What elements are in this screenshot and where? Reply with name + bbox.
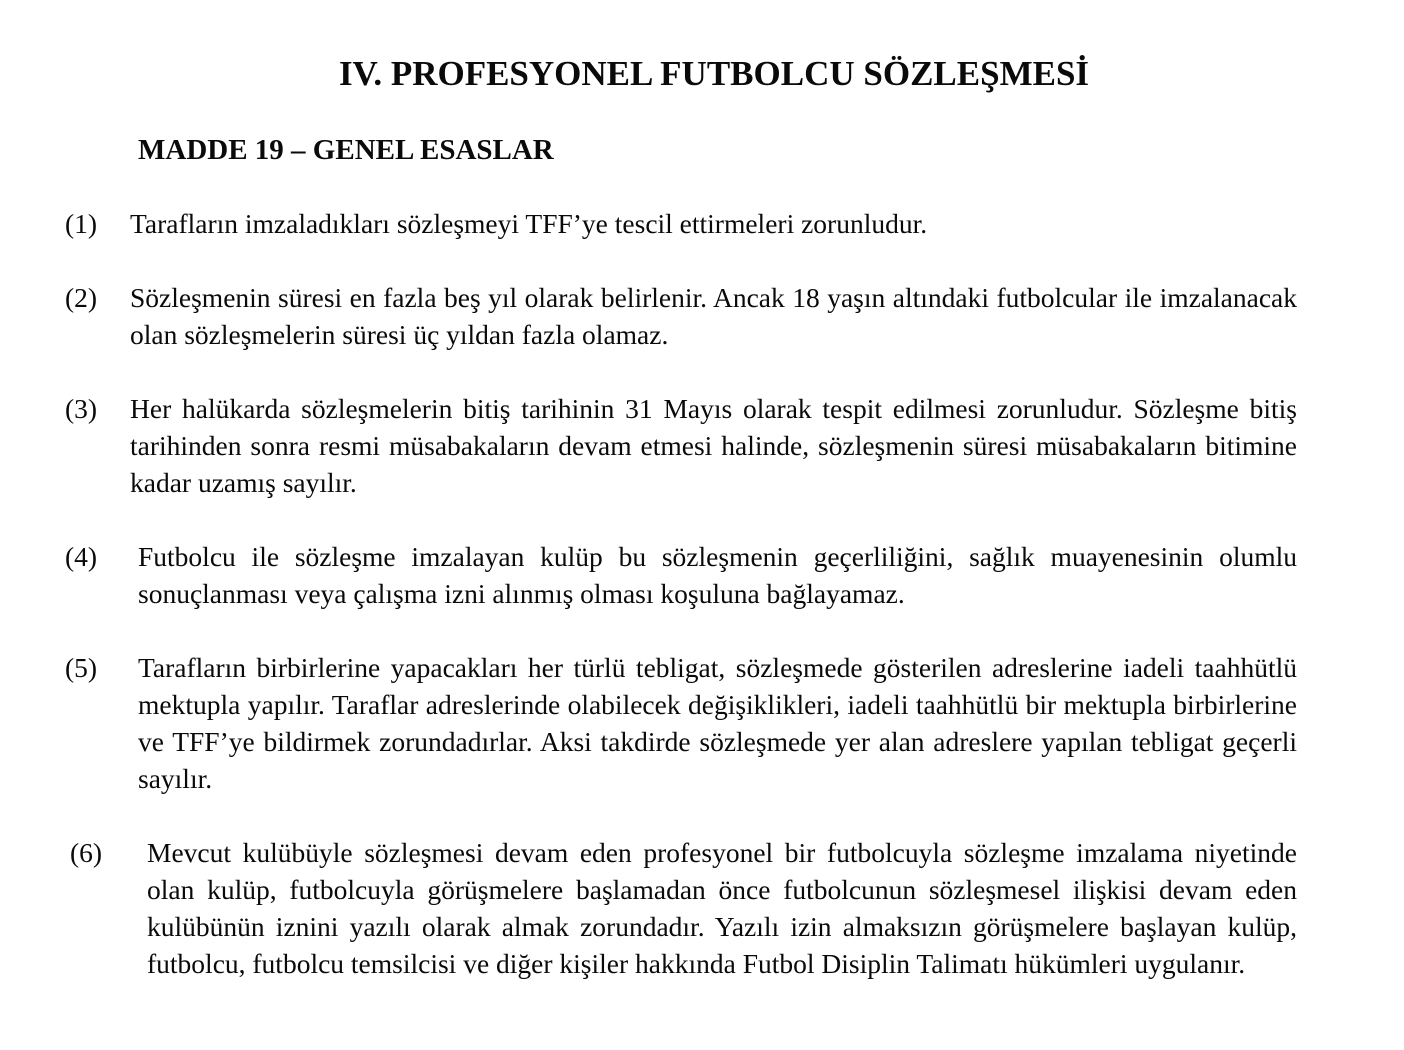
paragraph-text: Her halükarda sözleşmelerin bitiş tarihinin 31 Mayıs olarak tespit edilmesi zorunludur. Sözleşme bitiş tarihinden sonra resmi müsabakaların devam etmesi halinde, sözleşmenin süresi müsabakaların bitimine kadar uzamış sayılır.	[130, 393, 1297, 498]
paragraph-number: (1)	[65, 208, 98, 239]
paragraph-text: Mevcut kulübüyle sözleşmesi devam eden profesyonel bir futbolcuyla sözleşme imzalama niyetinde olan kulüp, futbolcuyla görüşmelere başlamadan önce futbolcunun sözleşmesel ilişkisi devam eden kulübünün iznini yazılı olarak almak zorundadır. Yazılı izin almaksızın görüşmelere başlayan kulüp, futbolcu, futbolcu temsilcisi ve diğer kişiler hakkında Futbol Disiplin Talimatı hükümleri uygulanır.	[147, 837, 1297, 979]
paragraph-number: (4)	[65, 541, 98, 572]
paragraph-number: (2)	[65, 282, 98, 313]
section-heading: MADDE 19 – GENEL ESASLAR	[138, 134, 554, 166]
paragraph-text: Tarafların birbirlerine yapacakları her türlü tebligat, sözleşmede gösterilen adreslerine iadeli taahhütlü mektupla yapılır. Taraflar adreslerinde olabilecek değişiklikleri, iadeli taahhütlü bir mektupla birbirlerine ve TFF’ye bildirmek zorundadırlar. Aksi takdirde sözleşmede yer alan adreslere yapılan tebligat geçerli sayılır.	[138, 652, 1297, 794]
paragraph-number: (5)	[65, 652, 98, 683]
paragraph-6	[70, 834, 1297, 982]
paragraph-text: Futbolcu ile sözleşme imzalayan kulüp bu sözleşmenin geçerliliğini, sağlık muayenesinin olumlu sonuçlanması veya çalışma izni alınmış olması koşuluna bağlayamaz.	[138, 541, 1297, 609]
paragraph-text: Sözleşmenin süresi en fazla beş yıl olarak belirlenir. Ancak 18 yaşın altındaki futbolcular ile imzalanacak olan sözleşmelerin süresi üç yıldan fazla olamaz.	[130, 282, 1297, 350]
paragraph-1	[65, 205, 1297, 242]
paragraph-4	[65, 538, 1297, 612]
paragraph-text: Tarafların imzaladıkları sözleşmeyi TFF’ye tescil ettirmeleri zorunludur.	[130, 208, 928, 239]
paragraph-3	[65, 390, 1297, 501]
paragraph-5	[65, 649, 1297, 797]
document-title: IV. PROFESYONEL FUTBOLCU SÖZLEŞMESİ	[338, 54, 1090, 93]
paragraph-number: (3)	[65, 393, 98, 424]
paragraph-2	[65, 279, 1297, 353]
paragraph-number: (6)	[70, 837, 103, 868]
